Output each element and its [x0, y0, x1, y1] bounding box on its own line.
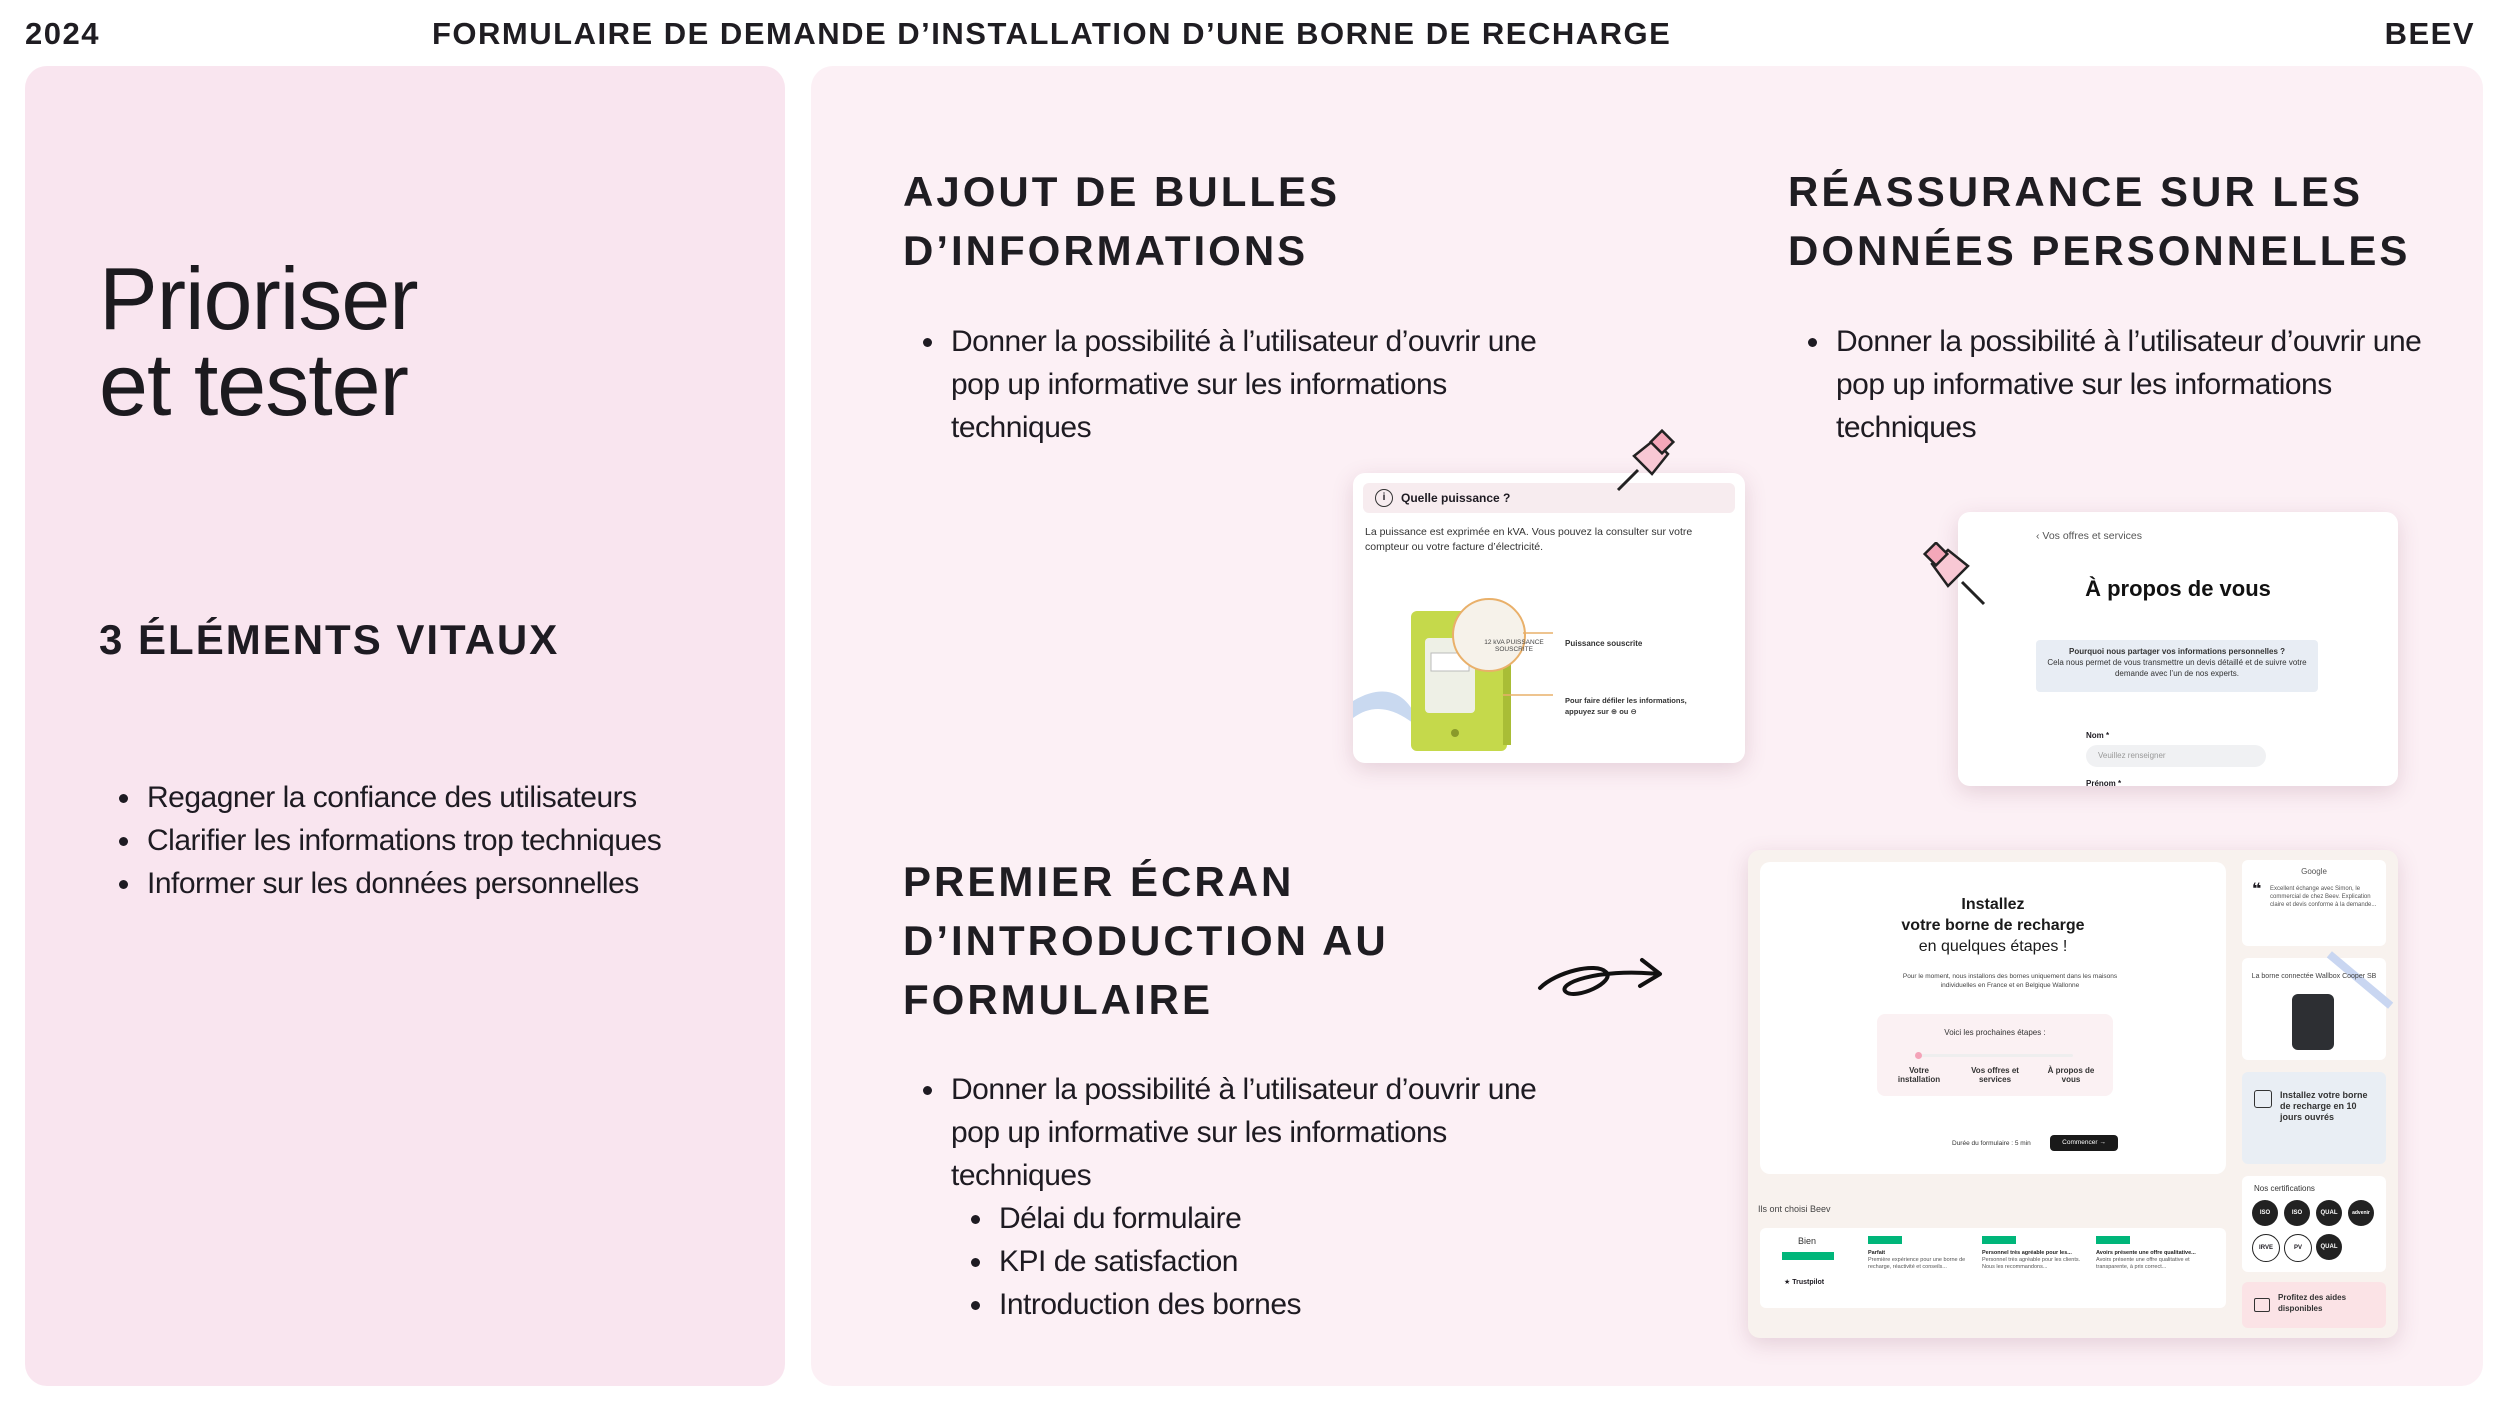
aides-card[interactable] — [2242, 1282, 2386, 1328]
charger-image — [2292, 994, 2334, 1050]
charger-text: La borne connectée Wallbox Cooper SB — [2251, 973, 2377, 980]
google-logo: Google — [2301, 867, 2327, 876]
list-item — [947, 1068, 1547, 1326]
nom-label: Nom * — [2086, 731, 2110, 740]
intro-title-line: en quelques étapes ! — [1918, 938, 2068, 955]
step-label: À propos de vous — [2047, 1066, 2095, 1084]
header-brand: BEEV — [2384, 16, 2475, 51]
cert-badge: PV — [2284, 1234, 2312, 1262]
list-item-text: Donner la possibilité à l’utilisateur d’ouvrir une pop up informative sur les informations techniques — [951, 1073, 1537, 1192]
review-stars — [2096, 1236, 2130, 1244]
arrow-icon — [1536, 948, 1666, 1008]
steps-progress — [1917, 1054, 2073, 1057]
sub-list-item: • KPI de satisfaction — [995, 1240, 1547, 1283]
review-title: Avoirs présente une offre qualitative... — [2096, 1250, 2196, 1256]
left-panel — [25, 66, 785, 1386]
intro-title — [1760, 894, 2226, 957]
info-box — [2036, 640, 2318, 692]
charger-card — [2242, 958, 2386, 1060]
page-title-line1: Prioriser — [99, 249, 418, 348]
review-stars — [1982, 1236, 2016, 1244]
google-review-card — [2242, 860, 2386, 946]
nom-input[interactable]: Veuillez renseigner — [2086, 745, 2266, 767]
section-title-line: PREMIER ÉCRAN — [903, 858, 1295, 905]
header-year: 2024 — [25, 16, 100, 51]
review-text: Première expérience pour une borne de recharge, réactivité et conseils... — [1868, 1257, 1966, 1270]
section-title-line: D’INFORMATIONS — [903, 227, 1309, 274]
list-item: • Clarifier les informations trop techniques — [143, 819, 803, 862]
page-title — [99, 249, 418, 434]
duration-text: Durée du formulaire : 5 min — [1952, 1140, 2031, 1147]
section-title-premier — [903, 852, 1389, 1029]
quote-icon: ❝ — [2252, 881, 2262, 898]
calendar-icon — [2254, 1090, 2272, 1108]
info-icon: i — [1375, 489, 1393, 507]
section-title-line: DONNÉES PERSONNELLES — [1788, 227, 2411, 274]
steps-progress-dot — [1915, 1052, 1922, 1059]
step-label: Vos offres et services — [1971, 1066, 2019, 1084]
back-link[interactable]: ‹ Vos offres et services — [2036, 530, 2143, 542]
prenom-label: Prénom * — [2086, 779, 2122, 786]
mock-intro-screen — [1748, 850, 2398, 1338]
page-title-line2: et tester — [99, 335, 408, 434]
review-text: Avoirs présente une offre qualitative et transparente, à prix correct... — [2096, 1257, 2190, 1270]
review-stars — [1868, 1236, 1902, 1244]
meter-illustration — [1353, 583, 1553, 763]
section-list-bulles — [903, 320, 1547, 449]
certifications-label: Nos certifications — [2254, 1184, 2315, 1193]
list-item: • Donner la possibilité à l’utilisateur d’ouvrir une pop up informative sur les informations techniques — [1832, 320, 2432, 449]
cert-badge: ISO — [2284, 1200, 2310, 1226]
section-title-line: RÉASSURANCE SUR LES — [1788, 168, 2364, 215]
mock-puissance-popup — [1353, 473, 1745, 763]
pushpin-icon — [1922, 542, 1992, 612]
review-item — [1868, 1250, 1968, 1271]
start-button[interactable]: Commencer → — [2050, 1135, 2118, 1151]
vital-title: 3 ÉLÉMENTS VITAUX — [99, 616, 560, 663]
install-text: Installez votre borne de recharge en 10 jours ouvrés — [2280, 1090, 2368, 1122]
install-card — [2242, 1072, 2386, 1164]
cert-badge: IRVE — [2252, 1234, 2280, 1262]
cert-badge: ISO — [2252, 1200, 2278, 1226]
cert-badge: advenir — [2348, 1200, 2374, 1226]
sub-list-item: • Introduction des bornes — [995, 1283, 1547, 1326]
label-defiler: Pour faire défiler les informations, appuyez sur ⊕ ou ⊖ — [1565, 696, 1687, 716]
cert-badge: QUAL — [2316, 1234, 2342, 1260]
steps-box — [1877, 1014, 2113, 1096]
review-title: Parfait — [1868, 1250, 1886, 1256]
list-item: • Regagner la confiance des utilisateurs — [143, 776, 803, 819]
meter-label: 12 kVA PUISSANCE SOUSCRITE — [1484, 639, 1544, 653]
vital-list — [99, 776, 803, 905]
section-title-line: FORMULAIRE — [903, 976, 1213, 1023]
section-title-line: AJOUT DE BULLES — [903, 168, 1341, 215]
popup-title: Quelle puissance ? — [1401, 491, 1511, 505]
review-quote: Excellent échange avec Simon, le commercial de chez Beev. Explication claire et devis conforme à la demande... — [2270, 886, 2377, 908]
apropos-title: À propos de vous — [2085, 576, 2271, 601]
section-list-reassurance — [1788, 320, 2432, 449]
list-item: • Donner la possibilité à l’utilisateur d’ouvrir une pop up informative sur les informations techniques — [947, 320, 1547, 449]
sub-list — [951, 1197, 1547, 1326]
review-title: Personnel très agréable pour les... — [1982, 1250, 2072, 1256]
trustpilot-logo: ★ Trustpilot — [1784, 1279, 1825, 1286]
review-item — [1982, 1250, 2082, 1271]
mock-apropos-screen — [1958, 512, 2398, 786]
rating-word: Bien — [1797, 1236, 1816, 1246]
certifications-card — [2242, 1176, 2386, 1272]
list-item: • Informer sur les données personnelles — [143, 862, 803, 905]
gift-icon — [2254, 1298, 2270, 1312]
review-text: Personnel très agréable pour les clients. Nous les recommandons... — [1982, 1257, 2081, 1270]
intro-title-line: votre borne de recharge — [1901, 917, 2085, 934]
section-title-bulles — [903, 162, 1340, 280]
aides-text: Profitez des aides disponibles — [2278, 1293, 2347, 1313]
section-list-premier — [903, 1068, 1547, 1326]
intro-note: Pour le moment, nous installons des bornes uniquement dans les maisons individuelles en France et en Belgique Wallonne — [1902, 973, 2118, 989]
intro-title-line: Installez — [1961, 896, 2025, 913]
reviews-strip — [1760, 1228, 2226, 1308]
section-title-line: D’INTRODUCTION AU — [903, 917, 1389, 964]
info-box-text: Cela nous permet de vous transmettre un devis détaillé et de suivre votre demande avec l’un de nos experts. — [2047, 658, 2307, 678]
reviews-label: Ils ont choisi Beev — [1758, 1204, 1831, 1214]
review-item — [2096, 1250, 2196, 1271]
sub-list-item: • Délai du formulaire — [995, 1197, 1547, 1240]
intro-main — [1760, 862, 2226, 1174]
info-box-title: Pourquoi nous partager vos informations personnelles ? — [2068, 647, 2286, 656]
rating-stars — [1782, 1252, 1834, 1260]
step-label: Votre installation — [1897, 1066, 1941, 1084]
cert-badge: QUAL — [2316, 1200, 2342, 1226]
label-puissance: Puissance souscrite — [1565, 639, 1643, 648]
steps-label: Voici les prochaines étapes : — [1944, 1028, 2046, 1037]
popup-text: La puissance est exprimée en kVA. Vous pouvez la consulter sur votre compteur ou votre facture d’électricité. — [1365, 526, 1693, 553]
pushpin-icon — [1610, 428, 1680, 498]
section-title-reassurance — [1788, 162, 2410, 280]
header-title: FORMULAIRE DE DEMANDE D’INSTALLATION D’UNE BORNE DE RECHARGE — [432, 16, 1672, 51]
